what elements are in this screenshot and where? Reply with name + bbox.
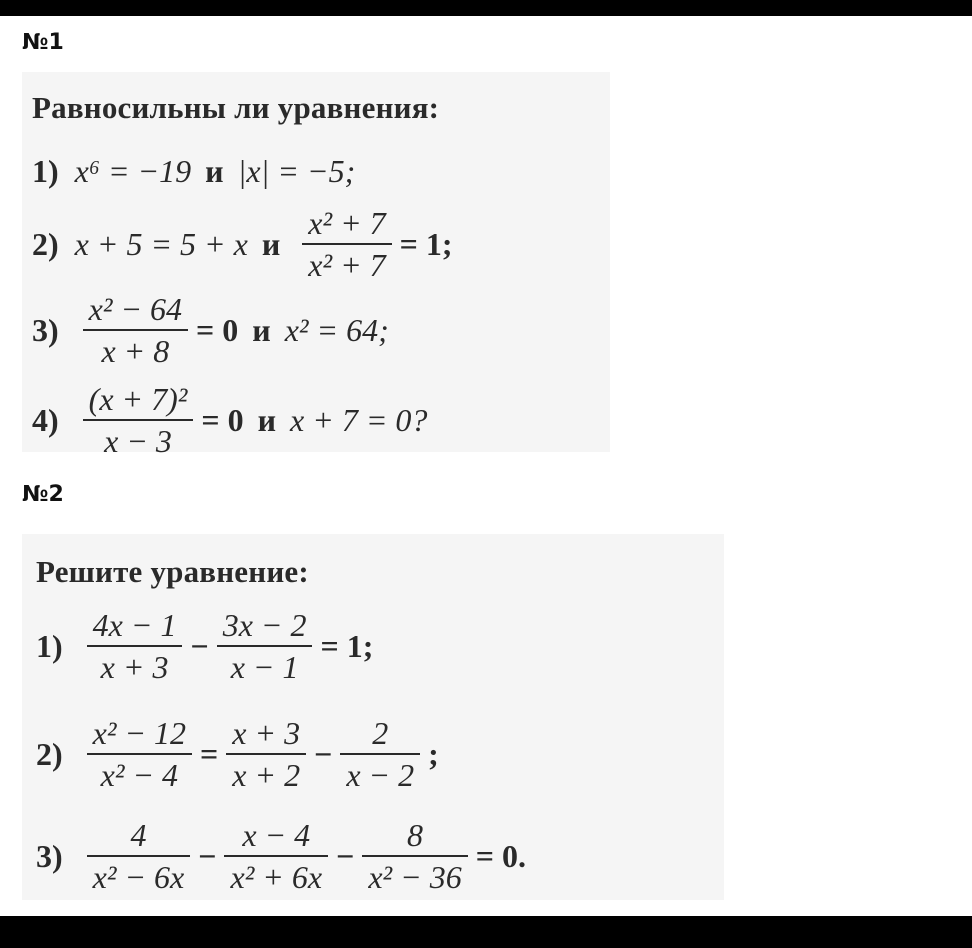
fraction (302, 203, 391, 285)
item-number: 1) (36, 627, 63, 664)
item-number: 4) (32, 401, 59, 438)
problem-1-item-1 (32, 150, 355, 192)
equation-right: x² = 64; (284, 311, 389, 348)
fraction-numerator: x² − 64 (88, 291, 183, 327)
fraction-denominator: x + 8 (101, 333, 170, 369)
problem-1-item-4 (32, 380, 427, 460)
fraction-denominator: x² − 36 (368, 859, 462, 895)
worksheet-page (0, 16, 972, 916)
fraction-numerator: x² − 12 (92, 715, 187, 751)
operator: − (314, 735, 333, 772)
equation-left: x + 5 = 5 + x (74, 225, 248, 262)
fraction-denominator: x² − 4 (100, 757, 179, 793)
problem-1-heading: Равносильны ли уравнения: (32, 90, 440, 125)
fraction-numerator: x + 3 (232, 715, 301, 751)
problem-2-item-3 (36, 814, 526, 898)
item-number: 3) (36, 837, 63, 874)
fraction-denominator: x + 3 (100, 649, 169, 685)
item-number: 2) (32, 225, 59, 262)
operator: − (198, 837, 217, 874)
fraction-denominator: x + 2 (232, 757, 301, 793)
fraction-denominator: x − 3 (104, 423, 172, 459)
problem-1-image (22, 72, 610, 459)
equation-rest: = 0. (475, 837, 526, 874)
fraction (87, 605, 183, 687)
conjunction: и (257, 401, 277, 438)
item-number: 2) (36, 735, 63, 772)
equation-rest: = 1; (320, 627, 374, 664)
operator: − (336, 837, 355, 874)
fraction-numerator: 3x − 2 (222, 607, 307, 643)
problem-2-image (22, 534, 724, 900)
equation-right: x + 7 = 0? (290, 401, 428, 438)
fraction-denominator: x − 1 (230, 649, 299, 685)
problem-2-item-1 (36, 604, 373, 688)
equation-right: |x| = −5; (237, 152, 356, 189)
conjunction: и (252, 311, 271, 348)
fraction (224, 815, 328, 897)
equation-left: x⁶ = −19 (74, 152, 192, 189)
fraction (217, 605, 313, 687)
fraction (340, 713, 420, 795)
equation-rest: = 1; (399, 225, 453, 262)
fraction-numerator: (x + 7)² (88, 381, 188, 417)
problem-1-item-3 (32, 290, 389, 370)
fraction (83, 289, 188, 371)
fraction-numerator: 4 (130, 817, 147, 853)
conjunction: и (261, 225, 281, 262)
equation-rest: ; (428, 735, 439, 772)
problem-2-item-2 (36, 712, 439, 796)
equation-rest: = 0 (196, 311, 239, 348)
fraction-numerator: x − 4 (242, 817, 311, 853)
fraction (226, 713, 306, 795)
fraction-denominator: x² − 6x (92, 859, 185, 895)
fraction (87, 815, 191, 897)
fraction-denominator: x² + 7 (308, 247, 386, 283)
equation-rest: = 0 (201, 401, 244, 438)
fraction-denominator: x² + 6x (230, 859, 323, 895)
fraction-numerator: 4x − 1 (92, 607, 177, 643)
problem-2-label: №2 (22, 482, 64, 507)
operator: − (190, 627, 209, 664)
problem-2-heading: Решите уравнение: (36, 554, 309, 589)
conjunction: и (205, 152, 224, 189)
fraction (87, 713, 192, 795)
fraction-numerator: 8 (407, 817, 423, 853)
problem-1-item-2 (32, 204, 453, 284)
fraction (83, 379, 194, 461)
fraction (362, 815, 467, 897)
fraction-denominator: x − 2 (346, 757, 415, 793)
fraction-numerator: x² + 7 (308, 205, 386, 241)
problem-1-label: №1 (22, 30, 64, 55)
fraction-numerator: 2 (372, 715, 389, 751)
item-number: 1) (32, 152, 59, 189)
equals-sign: = (200, 735, 219, 772)
item-number: 3) (32, 311, 59, 348)
